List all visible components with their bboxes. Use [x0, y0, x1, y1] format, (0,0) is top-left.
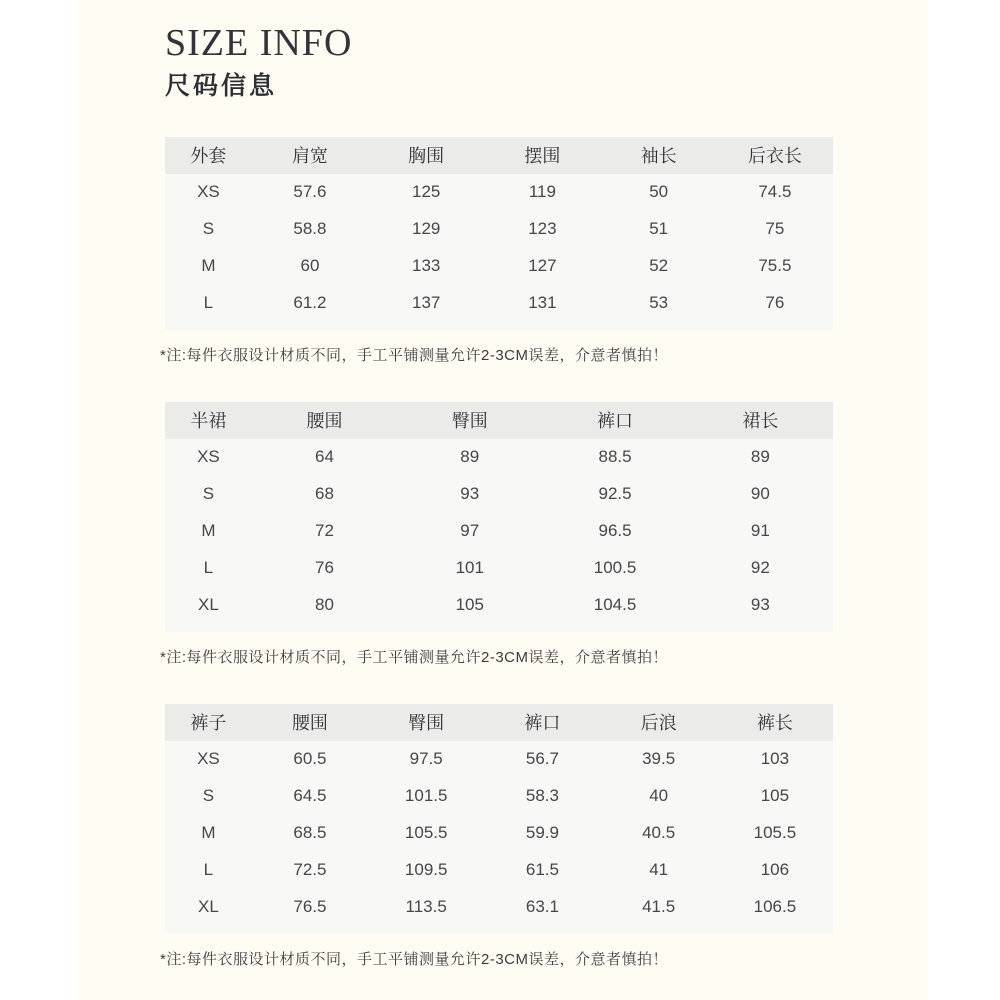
measure-value-cell: 93	[460, 484, 480, 504]
size-label-cell: S	[202, 786, 215, 806]
table-body	[165, 439, 833, 624]
measure-value-cell: 39.5	[642, 749, 676, 769]
measure-value-cell: 105.5	[404, 823, 448, 843]
size-table-2	[165, 402, 833, 624]
measure-value-cell: 68	[315, 484, 334, 504]
size-label-cell: XL	[198, 595, 219, 615]
measure-value-cell: 106.5	[753, 897, 797, 917]
measure-value-cell: 101.5	[404, 786, 448, 806]
measure-value-cell: 51	[649, 219, 669, 239]
size-label-cell: M	[201, 256, 216, 276]
measure-value-cell: 93	[750, 595, 770, 615]
measure-value-cell: 72.5	[293, 860, 327, 880]
measure-value-cell: 97	[460, 521, 480, 541]
content-panel	[77, 0, 927, 1000]
size-label-cell: S	[202, 219, 215, 239]
measure-value-cell: 88.5	[598, 447, 632, 467]
size-label-cell: XL	[198, 897, 219, 917]
measure-value-cell: 104.5	[593, 595, 637, 615]
page-header	[165, 22, 927, 101]
measure-value-cell: 129	[411, 219, 441, 239]
measure-header: 臀围	[451, 411, 488, 432]
table-row	[165, 741, 833, 778]
measure-value-cell: 72	[315, 521, 334, 541]
table-row	[165, 587, 833, 624]
table-row	[165, 174, 833, 211]
measure-value-cell: 92	[750, 558, 770, 578]
measure-header: 裤口	[597, 411, 634, 432]
measure-value-cell: 60	[300, 256, 320, 276]
measure-value-cell: 125	[411, 182, 441, 202]
measurement-disclaimer-note: *注:每件衣服设计材质不同，手工平铺测量允许2-3CM误差，介意者慎拍！	[160, 346, 669, 364]
garment-name-header: 半裙	[190, 411, 227, 432]
table-row	[165, 285, 833, 322]
page-subtitle: 尺码信息	[165, 71, 278, 100]
measure-value-cell: 105	[760, 786, 790, 806]
table-body	[165, 741, 833, 926]
measure-value-cell: 92.5	[598, 484, 632, 504]
table-row	[165, 513, 833, 550]
measure-value-cell: 133	[411, 256, 441, 276]
measure-header: 腰围	[291, 713, 328, 734]
table-row	[165, 852, 833, 889]
measure-value-cell: 76.5	[293, 897, 327, 917]
measure-value-cell: 89	[460, 447, 480, 467]
size-table-3	[165, 704, 833, 926]
garment-name-header: 裤子	[190, 713, 227, 734]
measure-value-cell: 96.5	[598, 521, 632, 541]
measure-header: 肩宽	[291, 146, 328, 167]
measure-value-cell: 58.8	[293, 219, 327, 239]
size-label-cell: XS	[197, 447, 220, 467]
measure-value-cell: 123	[528, 219, 557, 239]
measure-value-cell: 60.5	[293, 749, 327, 769]
table-row	[165, 815, 833, 852]
measure-value-cell: 56.7	[525, 749, 559, 769]
table-row	[165, 550, 833, 587]
measure-value-cell: 61.5	[525, 860, 559, 880]
measure-value-cell: 80	[315, 595, 334, 615]
table-body	[165, 174, 833, 322]
measure-value-cell: 103	[760, 749, 790, 769]
measure-value-cell: 52	[649, 256, 669, 276]
measure-value-cell: 131	[528, 293, 557, 313]
size-table-box-1	[165, 137, 833, 330]
size-table-box-2	[165, 402, 833, 632]
measure-header: 裤长	[756, 713, 793, 734]
content-inner	[77, 0, 927, 970]
measure-value-cell: 57.6	[293, 182, 327, 202]
measure-value-cell: 127	[528, 256, 557, 276]
table-header-row	[165, 402, 833, 439]
measure-value-cell: 75	[765, 219, 785, 239]
measure-value-cell: 61.2	[293, 293, 327, 313]
measure-value-cell: 119	[528, 182, 556, 202]
measure-value-cell: 59.9	[525, 823, 559, 843]
table-row	[165, 889, 833, 926]
measure-value-cell: 76	[315, 558, 334, 578]
size-tables-container	[160, 137, 927, 970]
measure-value-cell: 106	[760, 860, 790, 880]
measure-value-cell: 40.5	[642, 823, 676, 843]
measure-value-cell: 40	[649, 786, 669, 806]
measure-value-cell: 53	[649, 293, 669, 313]
size-label-cell: XS	[197, 182, 220, 202]
table-row	[165, 248, 833, 285]
measure-value-cell: 58.3	[525, 786, 559, 806]
size-label-cell: L	[203, 860, 214, 880]
size-table-box-3	[165, 704, 833, 934]
size-label-cell: S	[202, 484, 215, 504]
measure-value-cell: 101	[455, 558, 484, 578]
measure-value-cell: 100.5	[593, 558, 637, 578]
measure-value-cell: 97.5	[409, 749, 443, 769]
measurement-disclaimer-note: *注:每件衣服设计材质不同，手工平铺测量允许2-3CM误差，介意者慎拍！	[160, 950, 669, 968]
measure-value-cell: 50	[649, 182, 669, 202]
measure-value-cell: 41	[649, 860, 669, 880]
measure-value-cell: 68.5	[293, 823, 327, 843]
measure-header: 臀围	[408, 713, 445, 734]
measure-value-cell: 64	[315, 447, 334, 467]
table-header-row	[165, 704, 833, 741]
measure-value-cell: 74.5	[758, 182, 792, 202]
table-row	[165, 211, 833, 248]
measure-header: 后浪	[640, 713, 677, 734]
measure-header: 后衣长	[747, 146, 802, 167]
size-label-cell: M	[201, 521, 216, 541]
measure-header: 摆围	[524, 146, 561, 167]
table-row	[165, 439, 833, 476]
table-row	[165, 778, 833, 815]
measure-header: 裙长	[742, 411, 779, 432]
size-label-cell: L	[203, 558, 214, 578]
size-label-cell: L	[203, 293, 214, 313]
table-row	[165, 476, 833, 513]
measure-header: 裤口	[524, 713, 561, 734]
measure-header: 胸围	[408, 146, 445, 167]
measure-value-cell: 105.5	[753, 823, 797, 843]
measure-value-cell: 63.1	[525, 897, 559, 917]
measure-value-cell: 137	[411, 293, 441, 313]
measurement-disclaimer-note: *注:每件衣服设计材质不同，手工平铺测量允许2-3CM误差，介意者慎拍！	[160, 648, 669, 666]
measure-value-cell: 64.5	[293, 786, 327, 806]
measure-header: 袖长	[640, 146, 677, 167]
measure-value-cell: 113.5	[405, 897, 447, 917]
page-title: SIZE INFO	[165, 22, 353, 64]
measure-value-cell: 76	[765, 293, 785, 313]
measure-value-cell: 91	[750, 521, 770, 541]
size-table-1	[165, 137, 833, 322]
measure-value-cell: 41.5	[642, 897, 676, 917]
measure-value-cell: 89	[750, 447, 770, 467]
measure-value-cell: 75.5	[758, 256, 792, 276]
size-label-cell: M	[201, 823, 216, 843]
size-label-cell: XS	[197, 749, 220, 769]
table-header-row	[165, 137, 833, 174]
measure-value-cell: 109.5	[404, 860, 448, 880]
measure-value-cell: 90	[750, 484, 770, 504]
measure-value-cell: 105	[455, 595, 484, 615]
garment-name-header: 外套	[190, 146, 227, 167]
measure-header: 腰围	[306, 411, 343, 432]
